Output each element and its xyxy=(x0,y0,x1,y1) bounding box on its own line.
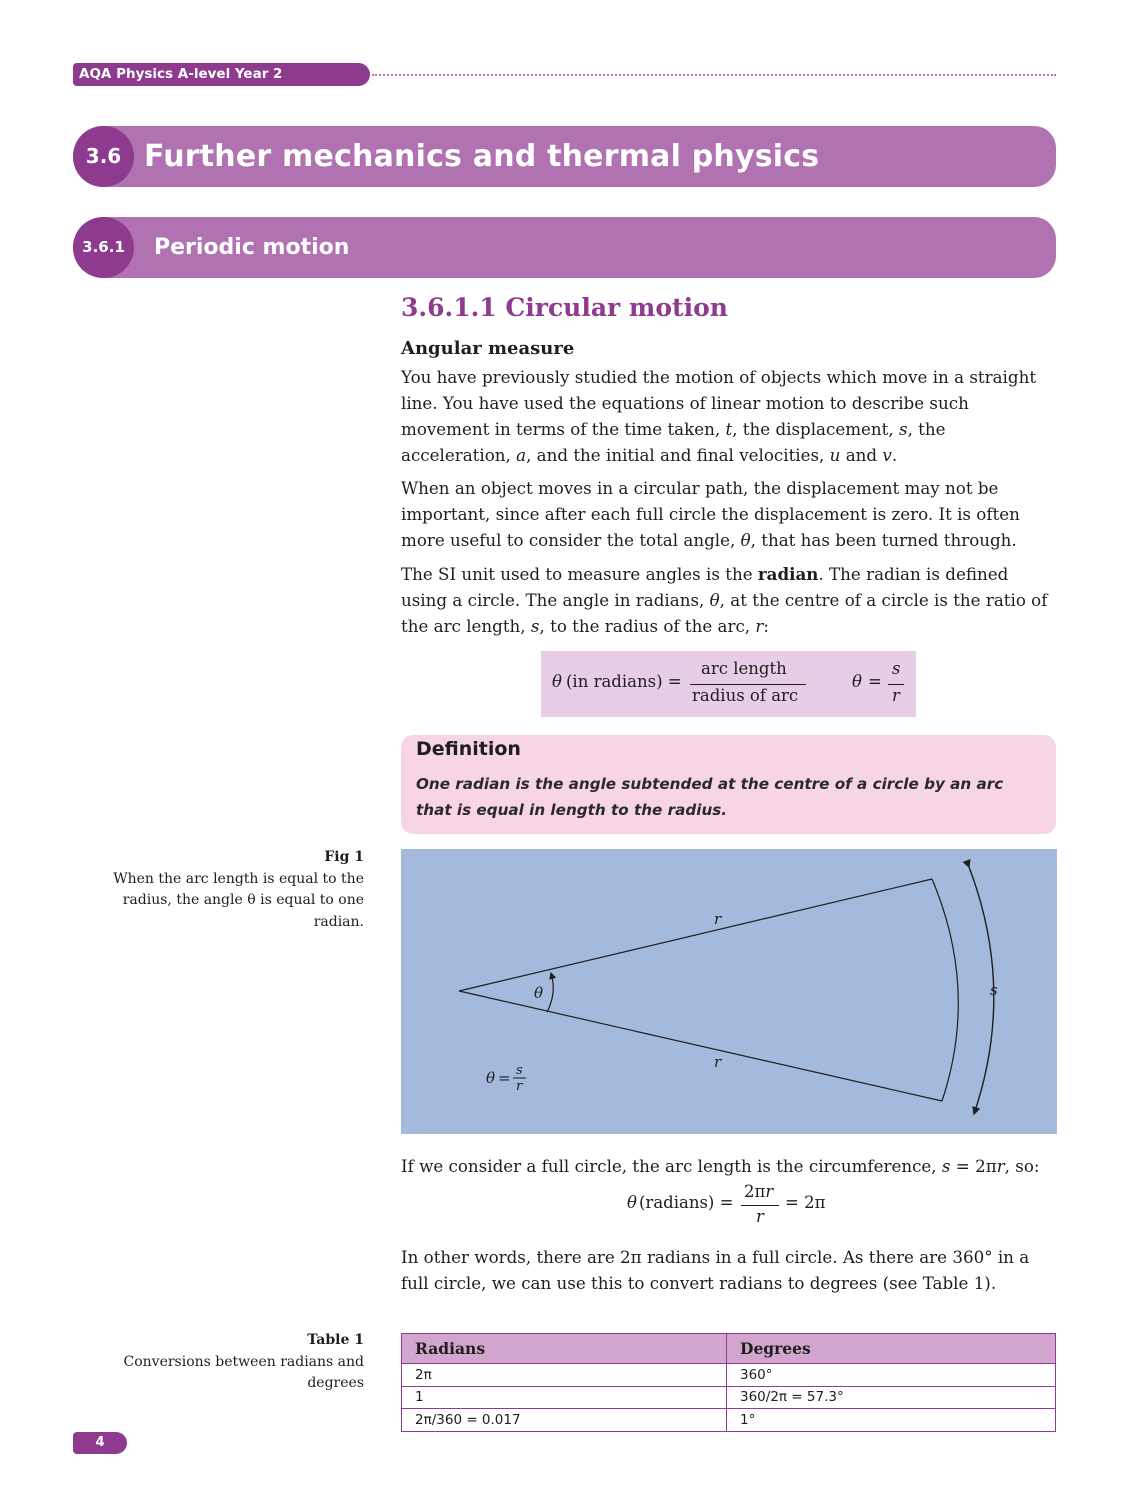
formula-equals: = xyxy=(868,672,882,691)
table-cell: 2π/360 = 0.017 xyxy=(402,1409,727,1432)
header-dotted-rule xyxy=(372,74,1056,76)
figure-caption-label: Fig 1 xyxy=(324,849,364,865)
table-cell: 2π xyxy=(402,1364,727,1387)
table-cell: 360/2π = 57.3° xyxy=(727,1386,1056,1409)
page-number: 4 xyxy=(73,1432,127,1454)
radian-figure xyxy=(401,849,1057,1134)
paragraph-circular-path: When an object moves in a circular path, the displacement may not be important, since after each full circle the displacement is zero. It is often more useful to consider the total angle, θ, that has been turned through. xyxy=(401,478,1020,550)
eq-equals: = xyxy=(498,1069,511,1087)
formula-fraction-bar xyxy=(690,684,806,685)
table-header-degrees: Degrees xyxy=(727,1334,1056,1364)
table-caption-label: Table 1 xyxy=(307,1332,364,1348)
radius-line-top xyxy=(459,879,932,991)
fc-theta: θ xyxy=(627,1193,637,1212)
table-header-row xyxy=(402,1334,1056,1364)
formula-r: r xyxy=(892,686,900,705)
formula-short-fraction-bar xyxy=(888,684,904,685)
formula-box xyxy=(541,651,916,717)
fc-fraction-bar xyxy=(741,1205,779,1206)
full-circle-formula xyxy=(627,1182,847,1232)
definition-heading: Definition xyxy=(416,738,521,760)
angle-arc-arrow xyxy=(547,973,553,1012)
table-cell: 1° xyxy=(727,1409,1056,1432)
table-caption xyxy=(104,1330,364,1395)
arc-sector xyxy=(932,879,958,1101)
paragraph-conversion: In other words, there are 2π radians in a full circle. As there are 360° in a full circle, we can use this to convert radians to degrees (see Table 1). xyxy=(401,1247,1030,1293)
table-row xyxy=(402,1409,1056,1432)
table-caption-text: Conversions between radians and degrees xyxy=(123,1353,364,1391)
paragraph-linear-motion: You have previously studied the motion of objects which move in a straight line. You have used the equations of linear motion to describe such movement in terms of the time taken, t, the displacement, s, the acceleration, a, and the initial and final velocities, u and v. xyxy=(401,367,1037,465)
eq-theta: θ xyxy=(486,1069,496,1087)
formula-theta-short: θ xyxy=(852,672,862,691)
fc-result: = 2π xyxy=(785,1193,826,1212)
subsection-title: 3.6.1.1 Circular motion xyxy=(401,293,728,322)
fc-label: (radians) = xyxy=(639,1193,734,1212)
formula-in-radians-label: (in radians) = xyxy=(566,672,682,691)
table-header-radians: Radians xyxy=(402,1334,727,1364)
fc-numerator: 2πr xyxy=(744,1182,774,1201)
formula-numerator: arc length xyxy=(701,659,787,678)
chapter-title: Further mechanics and thermal physics xyxy=(144,139,820,174)
label-r-bottom: r xyxy=(714,1053,722,1071)
table-cell: 360° xyxy=(727,1364,1056,1387)
fc-denominator: r xyxy=(756,1207,764,1226)
formula-denominator: radius of arc xyxy=(692,686,799,705)
formula-theta: θ xyxy=(552,672,562,691)
formula-s: s xyxy=(892,659,901,678)
conversion-table xyxy=(401,1333,1056,1432)
radius-line-bottom xyxy=(459,991,942,1101)
eq-r: r xyxy=(516,1079,523,1094)
label-theta: θ xyxy=(534,984,544,1002)
label-s: s xyxy=(990,981,998,999)
section-title: Periodic motion xyxy=(154,235,350,260)
table-row xyxy=(402,1364,1056,1387)
angular-measure-heading: Angular measure xyxy=(401,338,575,359)
paragraph-radian-definition: The SI unit used to measure angles is the radian. The radian is defined using a circle. The angle in radians, θ, at the centre of a circle is the ratio of the arc length, s, to the radius of the arc, r: xyxy=(401,564,1048,636)
paragraph-full-circle: If we consider a full circle, the arc length is the circumference, s = 2πr, so: xyxy=(401,1156,1040,1176)
definition-text: One radian is the angle subtended at the centre of a circle by an arc that is equal in length to the radius. xyxy=(416,775,1004,819)
eq-s: s xyxy=(516,1063,523,1078)
running-header: AQA Physics A-level Year 2 xyxy=(73,63,370,86)
table-row xyxy=(402,1386,1056,1409)
figure-caption xyxy=(104,847,364,933)
chapter-number-badge: 3.6 xyxy=(73,126,134,187)
label-r-top: r xyxy=(714,910,722,928)
table-cell: 1 xyxy=(402,1386,727,1409)
radian-diagram xyxy=(401,849,1057,1134)
figure-caption-text: When the arc length is equal to the radius, the angle θ is equal to one radian. xyxy=(113,870,364,930)
section-number-badge: 3.6.1 xyxy=(73,217,134,278)
